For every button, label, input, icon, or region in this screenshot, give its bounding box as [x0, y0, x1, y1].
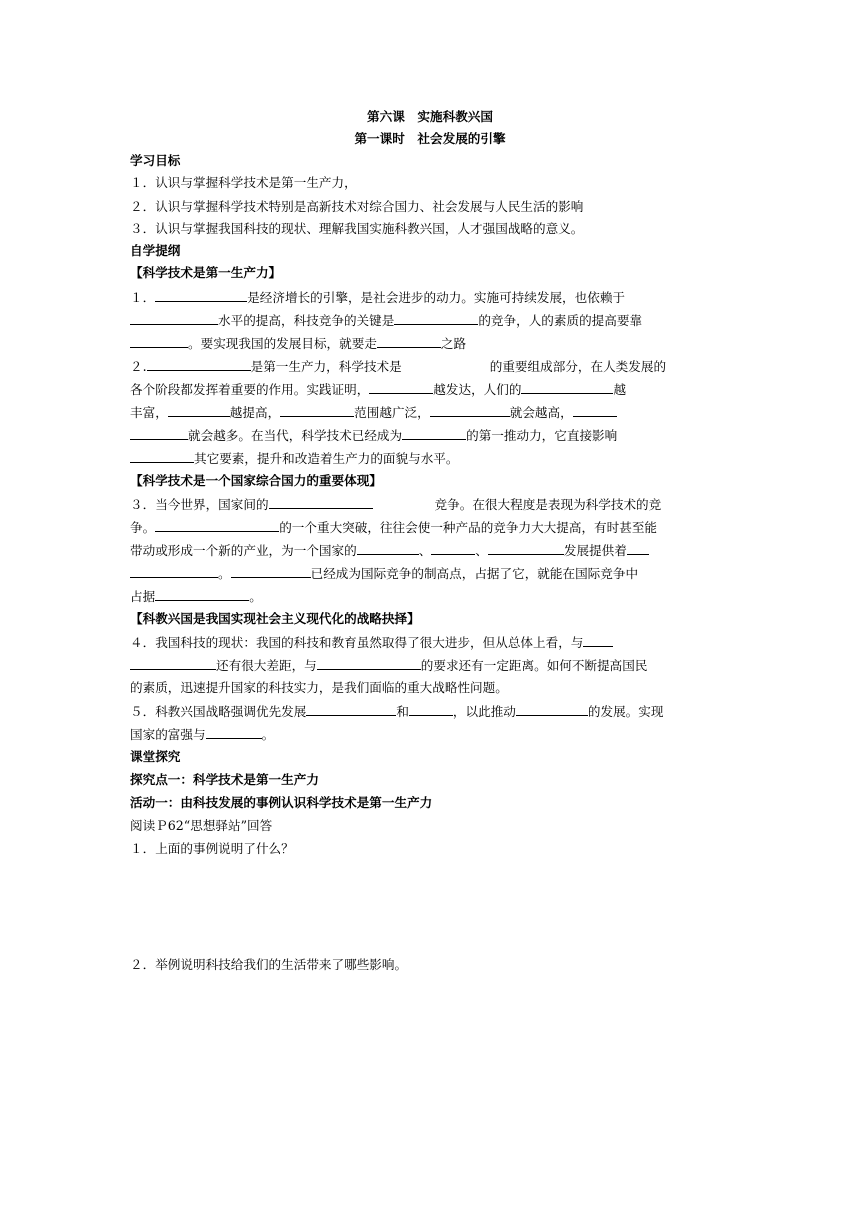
fill-blank[interactable]: [130, 311, 218, 325]
outline-item-2-cont: [130, 403, 617, 423]
outline-item-5-cont: [130, 725, 274, 745]
question-2: ２．举例说明科技给我们的生活带来了哪些影响。: [130, 957, 408, 972]
fill-blank[interactable]: [377, 334, 441, 348]
inquiry-point: 探究点一：科学技术是第一生产力: [130, 772, 319, 787]
outline-item-1-cont: [130, 311, 642, 331]
fill-blank[interactable]: [231, 564, 311, 578]
item-text: 的要求还有一定距离。如何不断提高国民: [420, 658, 648, 673]
section-heading: 【科教兴国是我国实现社会主义现代化的战略抉择】: [130, 611, 420, 626]
outline-item-2-cont: [130, 449, 458, 469]
item-text: 是第一生产力，科学技术是: [250, 359, 402, 374]
heading-outline: 自学提纲: [130, 243, 181, 258]
fill-blank[interactable]: [280, 403, 354, 417]
fill-blank[interactable]: [627, 541, 649, 555]
item-text: 范围越广泛，: [354, 405, 430, 420]
goal-item: １．认识与掌握科学技术是第一生产力，: [130, 175, 357, 190]
item-text: 带动或形成一个新的产业，为一个国家的: [130, 543, 357, 558]
outline-item-1-cont: [130, 334, 466, 354]
heading-goals: 学习目标: [130, 153, 181, 168]
outline-item-3-cont: [130, 587, 262, 607]
item-number: ２.: [130, 359, 147, 374]
fill-blank[interactable]: [130, 656, 216, 670]
fill-blank[interactable]: [409, 702, 453, 716]
fill-blank[interactable]: [357, 541, 419, 555]
fill-blank[interactable]: [402, 426, 466, 440]
fill-blank[interactable]: [130, 426, 188, 440]
fill-blank[interactable]: [431, 541, 475, 555]
fill-blank[interactable]: [155, 518, 279, 532]
section-heading: 【科学技术是一个国家综合国力的重要体现】: [130, 473, 382, 488]
section-heading: 【科学技术是第一生产力】: [130, 265, 282, 280]
outline-item-4-cont: [130, 656, 647, 676]
item-text: 其它要素，提升和改造着生产力的面貌与水平。: [194, 451, 459, 466]
item-text: 和: [396, 704, 409, 719]
fill-blank[interactable]: [147, 357, 251, 371]
item-text: 的一个重大突破，往往会使一种产品的竞争力大大提高，有时甚至能: [279, 520, 657, 535]
item-text: 、: [418, 543, 432, 558]
item-text: 、: [475, 543, 488, 558]
item-text: 越发达，人们的: [433, 382, 522, 397]
fill-blank[interactable]: [130, 334, 188, 348]
item-text: 。: [261, 727, 275, 742]
outline-item-2: [130, 357, 666, 377]
item-text: 的素质，迅速提升国家的科技实力，是我们面临的重大战略性问题。: [130, 680, 508, 695]
activity-heading: 活动一：由科技发展的事例认识科学技术是第一生产力: [130, 795, 433, 810]
goal-item: ３．认识与掌握我国科技的现状、理解我国实施科教兴国，人才强国战略的意义。: [130, 221, 584, 236]
item-text: ５．科教兴国战略强调优先发展: [130, 704, 307, 719]
item-text: 争。: [130, 520, 156, 535]
item-text: 国家的富强与: [130, 727, 206, 742]
outline-item-5: [130, 702, 663, 722]
item-number: １．: [130, 290, 156, 305]
item-text: 就会越高，: [509, 405, 573, 420]
item-text: 越提高，: [229, 405, 281, 420]
fill-blank[interactable]: [583, 633, 613, 647]
page-subtitle: 第一课时 社会发展的引擎: [354, 131, 506, 146]
item-text: 的发展。实现: [587, 704, 664, 719]
item-text: ３．当今世界，国家间的: [130, 497, 269, 512]
fill-blank[interactable]: [430, 403, 510, 417]
item-text: 的重要组成部分，在人类发展的: [489, 359, 667, 374]
item-text: 的竞争，人的素质的提高要靠: [478, 313, 643, 328]
outline-item-1: [130, 288, 625, 308]
outline-item-2-cont: [130, 426, 617, 446]
heading-class-inquiry: 课堂探究: [130, 749, 181, 764]
outline-item-3: [130, 495, 661, 515]
item-text: ，以此推动: [452, 704, 516, 719]
item-text: 就会越多。在当代，科学技术已经成为: [188, 428, 403, 443]
item-text: 是经济增长的引擎，是社会进步的动力。实施可持续发展，也依赖于: [247, 290, 625, 305]
item-text: 之路: [440, 336, 467, 351]
fill-blank[interactable]: [155, 587, 249, 601]
outline-item-3-cont: [130, 518, 657, 538]
fill-blank[interactable]: [394, 311, 478, 325]
fill-blank[interactable]: [516, 702, 588, 716]
fill-blank[interactable]: [155, 288, 247, 302]
fill-blank[interactable]: [269, 495, 373, 509]
item-text: 已经成为国际竞争的制高点，占据了它，就能在国际竞争中: [310, 566, 639, 581]
item-text: 。要实现我国的发展目标，就要走: [188, 336, 377, 351]
item-text: 丰富，: [130, 405, 168, 420]
question-1: １．上面的事例说明了什么？: [130, 841, 294, 856]
item-text: 。: [249, 589, 262, 604]
item-text: 还有很大差距，与: [216, 658, 317, 673]
reading-instruction: 阅读Ｐ62“思想驿站”回答: [130, 818, 273, 833]
item-text: 各个阶段都发挥着重要的作用。实践证明，: [130, 382, 370, 397]
fill-blank[interactable]: [573, 403, 617, 417]
item-text: ４．我国科技的现状：我国的科技和教育虽然取得了很大进步，但从总体上看，与: [130, 635, 584, 650]
fill-blank[interactable]: [317, 656, 421, 670]
fill-blank[interactable]: [130, 449, 194, 463]
fill-blank[interactable]: [306, 702, 396, 716]
outline-item-3-cont: [130, 564, 638, 584]
goal-item: ２．认识与掌握科学技术特别是高新技术对综合国力、社会发展与人民生活的影响: [130, 199, 584, 214]
item-text: 越: [613, 382, 627, 397]
outline-item-3-cont: [130, 541, 649, 561]
fill-blank[interactable]: [168, 403, 230, 417]
item-text: 发展提供着: [563, 543, 627, 558]
item-text: 竞争。在很大程度是表现为科学技术的竞: [434, 497, 662, 512]
item-text: 水平的提高，科技竞争的关键是: [218, 313, 395, 328]
fill-blank[interactable]: [206, 725, 262, 739]
item-text: 占据: [130, 589, 156, 604]
outline-item-4: [130, 633, 613, 653]
outline-item-2-cont: [130, 380, 626, 400]
fill-blank[interactable]: [488, 541, 564, 555]
fill-blank[interactable]: [130, 564, 218, 578]
fill-blank[interactable]: [521, 380, 613, 394]
page-title: 第六课 实施科教兴国: [367, 109, 493, 124]
item-text: 。: [218, 566, 231, 581]
outline-item-4-cont: [130, 679, 508, 699]
item-text: 的第一推动力，它直接影响: [466, 428, 618, 443]
fill-blank[interactable]: [369, 380, 433, 394]
